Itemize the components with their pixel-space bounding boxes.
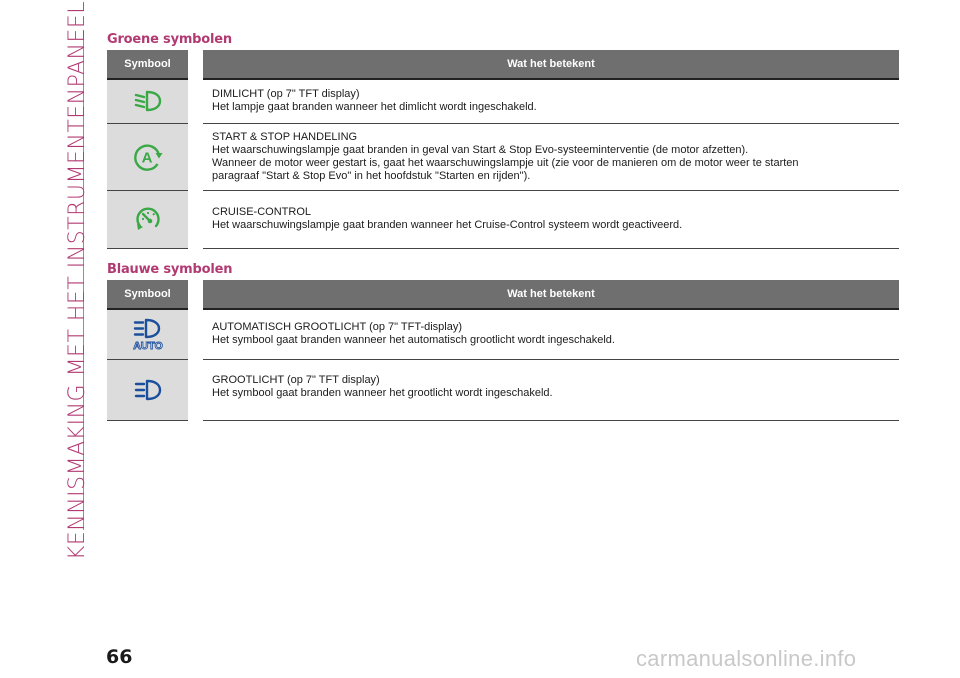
- description-cell: [196, 123, 900, 190]
- table-header-row: [107, 280, 899, 309]
- row-description: paragraaf "Start & Stop Evo" in het hoofdstuk "Starten en rijden").: [212, 169, 531, 182]
- description-cell: [196, 360, 900, 421]
- description-cell: [196, 190, 900, 248]
- page-content: [107, 32, 899, 421]
- row-title: CRUISE-CONTROL: [212, 206, 312, 218]
- table-row: [107, 309, 899, 360]
- chapter-title-text: KENNISMAKING MET HET INSTRUMENTENPANEEL: [65, 0, 91, 560]
- table-row: [107, 190, 899, 248]
- symbol-cell: [107, 79, 196, 123]
- table-row: [107, 123, 899, 190]
- green-symbols-table: [107, 50, 899, 249]
- dipped-beam-icon: [133, 89, 163, 113]
- symbol-cell: [107, 190, 196, 248]
- table-row: [107, 79, 899, 123]
- page-number: 66: [106, 646, 133, 668]
- header-symbol: Symbool: [107, 280, 196, 309]
- row-description: Het symbool gaat branden wanneer het grootlicht wordt ingeschakeld.: [212, 387, 553, 399]
- row-description: Het waarschuwingslampje gaat branden wanneer het Cruise-Control systeem wordt geactiveerd.: [212, 219, 683, 231]
- blue-symbols-table: [107, 280, 899, 422]
- symbol-cell: [107, 123, 196, 190]
- row-title: START & STOP HANDELING: [212, 130, 358, 143]
- row-description: Het waarschuwingslampje gaat branden in geval van Start & Stop Evo-systeeminterventie (de motor afzetten).: [212, 143, 749, 156]
- green-section-title: Groene symbolen: [107, 32, 232, 47]
- high-beam-icon: [133, 378, 163, 402]
- header-meaning: Wat het betekent: [196, 280, 900, 309]
- description-cell: [196, 79, 900, 123]
- row-title: GROOTLICHT (op 7" TFT display): [212, 374, 380, 386]
- row-description: Wanneer de motor weer gestart is, gaat het waarschuwingslampje uit (zie voor de manieren om de motor weer te starten: [212, 156, 799, 169]
- table-row: [107, 360, 899, 421]
- auto-high-beam-icon: [131, 317, 165, 351]
- chapter-title-vertical: [60, 0, 96, 560]
- row-title: AUTOMATISCH GROOTLICHT (op 7" TFT-display): [212, 321, 463, 334]
- watermark: carmanualsonline.info: [636, 646, 857, 671]
- row-title: DIMLICHT (op 7" TFT display): [212, 88, 360, 101]
- cruise-control-icon: [134, 205, 162, 233]
- header-symbol: Symbool: [107, 50, 196, 79]
- header-meaning: Wat het betekent: [196, 50, 900, 79]
- auto-icon-label: AUTO: [132, 340, 163, 352]
- symbol-cell: [107, 309, 196, 360]
- row-description: Het lampje gaat branden wanneer het dimlicht wordt ingeschakeld.: [212, 101, 537, 114]
- svg-text:A: A: [141, 149, 152, 166]
- start-stop-icon: [132, 142, 164, 172]
- symbol-cell: [107, 360, 196, 421]
- table-header-row: [107, 50, 899, 79]
- row-description: Het symbool gaat branden wanneer het automatisch grootlicht wordt ingeschakeld.: [212, 334, 615, 347]
- description-cell: [196, 309, 900, 360]
- blue-section-title: Blauwe symbolen: [107, 261, 233, 277]
